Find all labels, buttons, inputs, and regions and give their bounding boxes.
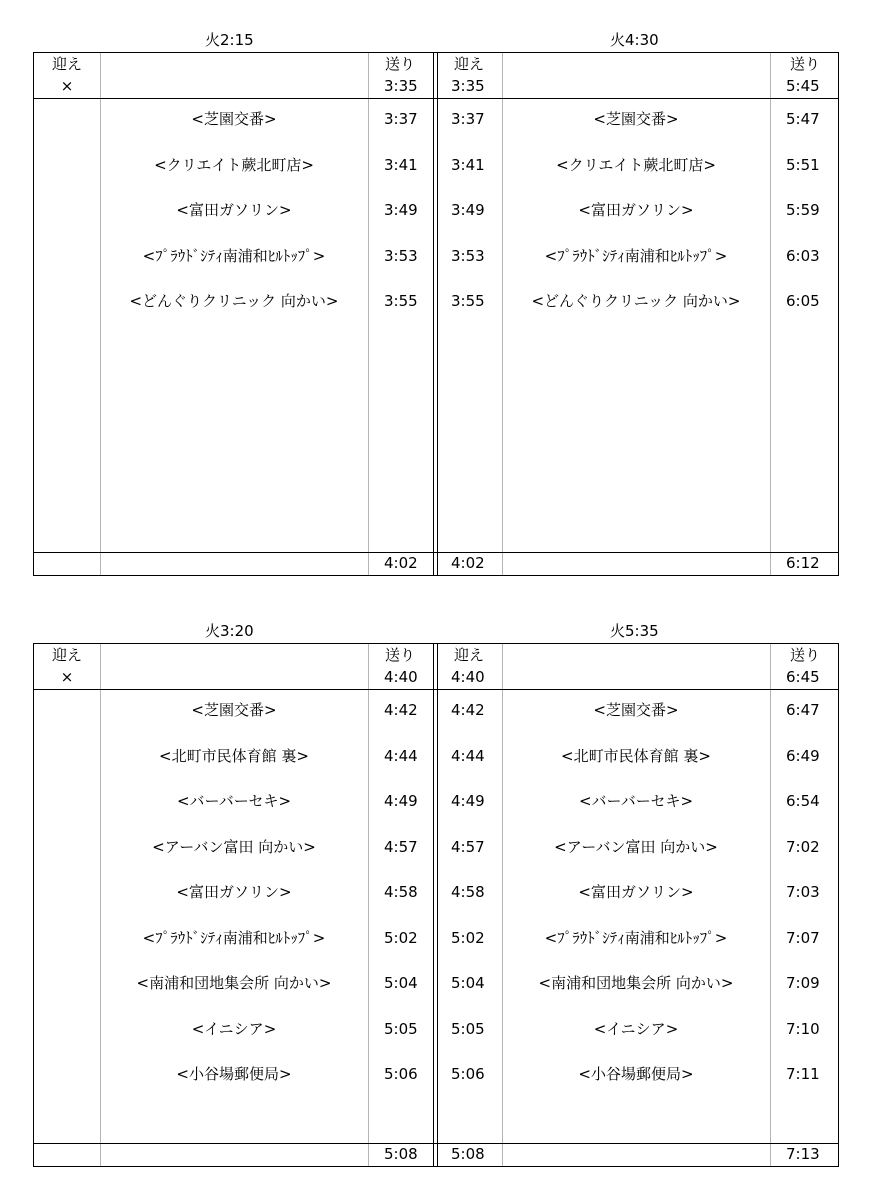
- start-time: 3:35: [451, 77, 485, 95]
- stop-time: 7:07: [786, 929, 820, 947]
- start-time: 3:35: [384, 77, 418, 95]
- end-time: 6:12: [786, 554, 820, 572]
- cross-mark: ×: [60, 77, 74, 95]
- stop-name: <芝園交番>: [593, 701, 679, 719]
- pickup-header: 迎え: [454, 55, 485, 73]
- stop-name: <どんぐりクリニック 向かい>: [531, 292, 741, 310]
- end-time: 5:08: [451, 1145, 485, 1163]
- stop-name: <南浦和団地集会所 向かい>: [136, 974, 332, 992]
- stop-time: 4:58: [451, 883, 485, 901]
- dropoff-header: 送り: [385, 55, 416, 73]
- stop-name: <バーバーセキ>: [176, 792, 292, 810]
- stop-time: 3:41: [384, 156, 418, 174]
- stop-time: 4:57: [384, 838, 418, 856]
- stop-name: <富田ガソリン>: [578, 201, 694, 219]
- double-divider: [433, 53, 438, 575]
- stop-time: 5:06: [384, 1065, 418, 1083]
- stop-time: 5:59: [786, 201, 820, 219]
- stop-name: <芝園交番>: [191, 701, 277, 719]
- stop-time: 5:04: [384, 974, 418, 992]
- pickup-header: 迎え: [454, 646, 485, 664]
- dropoff-header: 送り: [790, 646, 821, 664]
- start-time: 5:45: [786, 77, 820, 95]
- header-rule: [34, 98, 838, 99]
- section2-right-title: 火5:35: [610, 622, 659, 640]
- divider: [502, 53, 503, 575]
- stop-time: 5:04: [451, 974, 485, 992]
- stop-time: 6:49: [786, 747, 820, 765]
- section2-left-title: 火3:20: [205, 622, 254, 640]
- stop-time: 3:55: [451, 292, 485, 310]
- stop-time: 5:05: [384, 1020, 418, 1038]
- stop-time: 6:54: [786, 792, 820, 810]
- footer-rule: [34, 552, 838, 553]
- start-time: 4:40: [384, 668, 418, 686]
- start-time: 6:45: [786, 668, 820, 686]
- stop-time: 7:03: [786, 883, 820, 901]
- stop-name: <小谷場郵便局>: [578, 1065, 694, 1083]
- stop-time: 6:03: [786, 247, 820, 265]
- stop-name: <富田ガソリン>: [176, 883, 292, 901]
- divider: [368, 644, 369, 1166]
- stop-time: 3:37: [384, 110, 418, 128]
- divider: [770, 53, 771, 575]
- stop-name: <富田ガソリン>: [176, 201, 292, 219]
- stop-time: 7:09: [786, 974, 820, 992]
- divider: [100, 53, 101, 575]
- cross-mark: ×: [60, 668, 74, 686]
- pickup-header: 迎え: [51, 55, 82, 73]
- stop-time: 3:41: [451, 156, 485, 174]
- divider: [770, 644, 771, 1166]
- timetable-2: [33, 643, 839, 1167]
- double-divider: [433, 644, 438, 1166]
- stop-time: 3:49: [451, 201, 485, 219]
- stop-name: <芝園交番>: [593, 110, 679, 128]
- stop-time: 4:57: [451, 838, 485, 856]
- stop-name: <芝園交番>: [191, 110, 277, 128]
- stop-name: <ﾌﾟﾗｳﾄﾞｼﾃｨ南浦和ﾋﾙﾄｯﾌﾟ>: [142, 247, 326, 265]
- stop-time: 6:47: [786, 701, 820, 719]
- stop-name: <イニシア>: [593, 1020, 679, 1038]
- stop-time: 3:53: [384, 247, 418, 265]
- stop-time: 4:44: [451, 747, 485, 765]
- stop-name: <イニシア>: [191, 1020, 277, 1038]
- stop-time: 7:10: [786, 1020, 820, 1038]
- stop-time: 3:55: [384, 292, 418, 310]
- stop-name: <クリエイト蕨北町店>: [154, 156, 314, 174]
- footer-rule: [34, 1143, 838, 1144]
- stop-time: 7:02: [786, 838, 820, 856]
- stop-name: <クリエイト蕨北町店>: [556, 156, 716, 174]
- divider: [368, 53, 369, 575]
- stop-name: <北町市民体育館 裏>: [561, 747, 711, 765]
- end-time: 5:08: [384, 1145, 418, 1163]
- start-time: 4:40: [451, 668, 485, 686]
- stop-time: 5:51: [786, 156, 820, 174]
- stop-name: <どんぐりクリニック 向かい>: [129, 292, 339, 310]
- stop-time: 6:05: [786, 292, 820, 310]
- stop-time: 4:42: [451, 701, 485, 719]
- dropoff-header: 送り: [385, 646, 416, 664]
- section1-left-title: 火2:15: [205, 31, 254, 49]
- stop-name: <ﾌﾟﾗｳﾄﾞｼﾃｨ南浦和ﾋﾙﾄｯﾌﾟ>: [544, 929, 728, 947]
- stop-name: <南浦和団地集会所 向かい>: [538, 974, 734, 992]
- stop-name: <北町市民体育館 裏>: [159, 747, 309, 765]
- header-rule: [34, 689, 838, 690]
- pickup-header: 迎え: [51, 646, 82, 664]
- stop-name: <ﾌﾟﾗｳﾄﾞｼﾃｨ南浦和ﾋﾙﾄｯﾌﾟ>: [544, 247, 728, 265]
- stop-name: <バーバーセキ>: [578, 792, 694, 810]
- stop-time: 7:11: [786, 1065, 820, 1083]
- stop-time: 3:49: [384, 201, 418, 219]
- end-time: 7:13: [786, 1145, 820, 1163]
- end-time: 4:02: [384, 554, 418, 572]
- stop-time: 5:02: [451, 929, 485, 947]
- stop-time: 4:58: [384, 883, 418, 901]
- section1-right-title: 火4:30: [610, 31, 659, 49]
- stop-time: 3:53: [451, 247, 485, 265]
- stop-time: 4:44: [384, 747, 418, 765]
- stop-name: <アーバン富田 向かい>: [152, 838, 316, 856]
- timetable-1: [33, 52, 839, 576]
- divider: [502, 644, 503, 1166]
- stop-name: <富田ガソリン>: [578, 883, 694, 901]
- stop-time: 4:42: [384, 701, 418, 719]
- stop-time: 3:37: [451, 110, 485, 128]
- stop-time: 5:02: [384, 929, 418, 947]
- stop-time: 5:06: [451, 1065, 485, 1083]
- stop-name: <アーバン富田 向かい>: [554, 838, 718, 856]
- stop-time: 4:49: [384, 792, 418, 810]
- divider: [100, 644, 101, 1166]
- stop-time: 5:05: [451, 1020, 485, 1038]
- stop-time: 4:49: [451, 792, 485, 810]
- stop-name: <ﾌﾟﾗｳﾄﾞｼﾃｨ南浦和ﾋﾙﾄｯﾌﾟ>: [142, 929, 326, 947]
- dropoff-header: 送り: [790, 55, 821, 73]
- end-time: 4:02: [451, 554, 485, 572]
- stop-time: 5:47: [786, 110, 820, 128]
- stop-name: <小谷場郵便局>: [176, 1065, 292, 1083]
